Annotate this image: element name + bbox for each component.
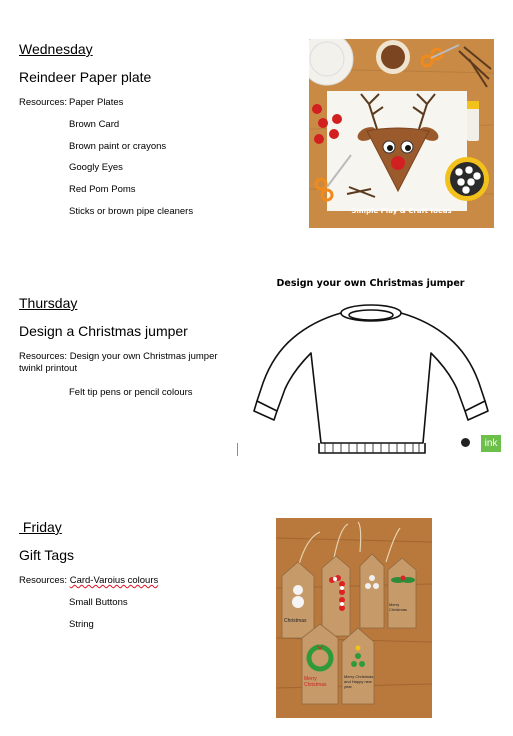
resource-item: Felt tip pens or pencil colours bbox=[69, 387, 193, 398]
resources-block bbox=[19, 351, 229, 375]
reindeer-craft-photo bbox=[309, 39, 494, 228]
reindeer-title: Reindeer Paper plate bbox=[19, 69, 152, 85]
brand-logo: ink bbox=[481, 435, 501, 452]
resource-item: Paper Plates bbox=[69, 97, 124, 108]
gift-tags-photo bbox=[276, 518, 432, 718]
resources-label: Resources: bbox=[19, 575, 68, 586]
resource-item: Googly Eyes bbox=[69, 162, 123, 173]
tag-text: Merry Christmas bbox=[304, 676, 327, 688]
resource-item: Card-Varoius colours bbox=[69, 575, 159, 586]
twinkl-logo-icon bbox=[461, 438, 470, 447]
tag-text: Merry Christmas bbox=[389, 602, 408, 612]
resource-item: Brown Card bbox=[69, 119, 120, 130]
jumper-outline-icon bbox=[253, 293, 503, 460]
jumper-title: Design a Christmas jumper bbox=[19, 323, 188, 339]
resources-label: Resources: bbox=[19, 97, 68, 108]
resource-item: Design your own Christmas jumper twinkl printout bbox=[19, 351, 218, 374]
reindeer-illustration bbox=[309, 39, 494, 228]
printout-heading: Design your own Christmas jumper bbox=[276, 278, 465, 289]
wednesday-heading: Wednesday bbox=[19, 41, 93, 57]
jumper-printout bbox=[253, 275, 503, 460]
tag-text: Christmas bbox=[284, 618, 307, 624]
resources-label: Resources: bbox=[19, 351, 68, 362]
photo-caption: Simple Play & Craft Ideas bbox=[351, 207, 452, 215]
gift-tags-title: Gift Tags bbox=[19, 547, 74, 563]
tag-text: Merry Christmas and Happy new year bbox=[344, 674, 374, 689]
thursday-heading: Thursday bbox=[19, 295, 78, 311]
resource-item: Brown paint or crayons bbox=[69, 141, 167, 152]
resource-item: String bbox=[69, 619, 94, 630]
resource-item: Sticks or brown pipe cleaners bbox=[69, 206, 194, 217]
resource-item: Small Buttons bbox=[69, 597, 128, 608]
resource-item: Red Pom Poms bbox=[69, 184, 136, 195]
stray-mark bbox=[237, 443, 238, 456]
friday-heading: Friday bbox=[19, 519, 62, 535]
resources-block bbox=[19, 575, 158, 587]
